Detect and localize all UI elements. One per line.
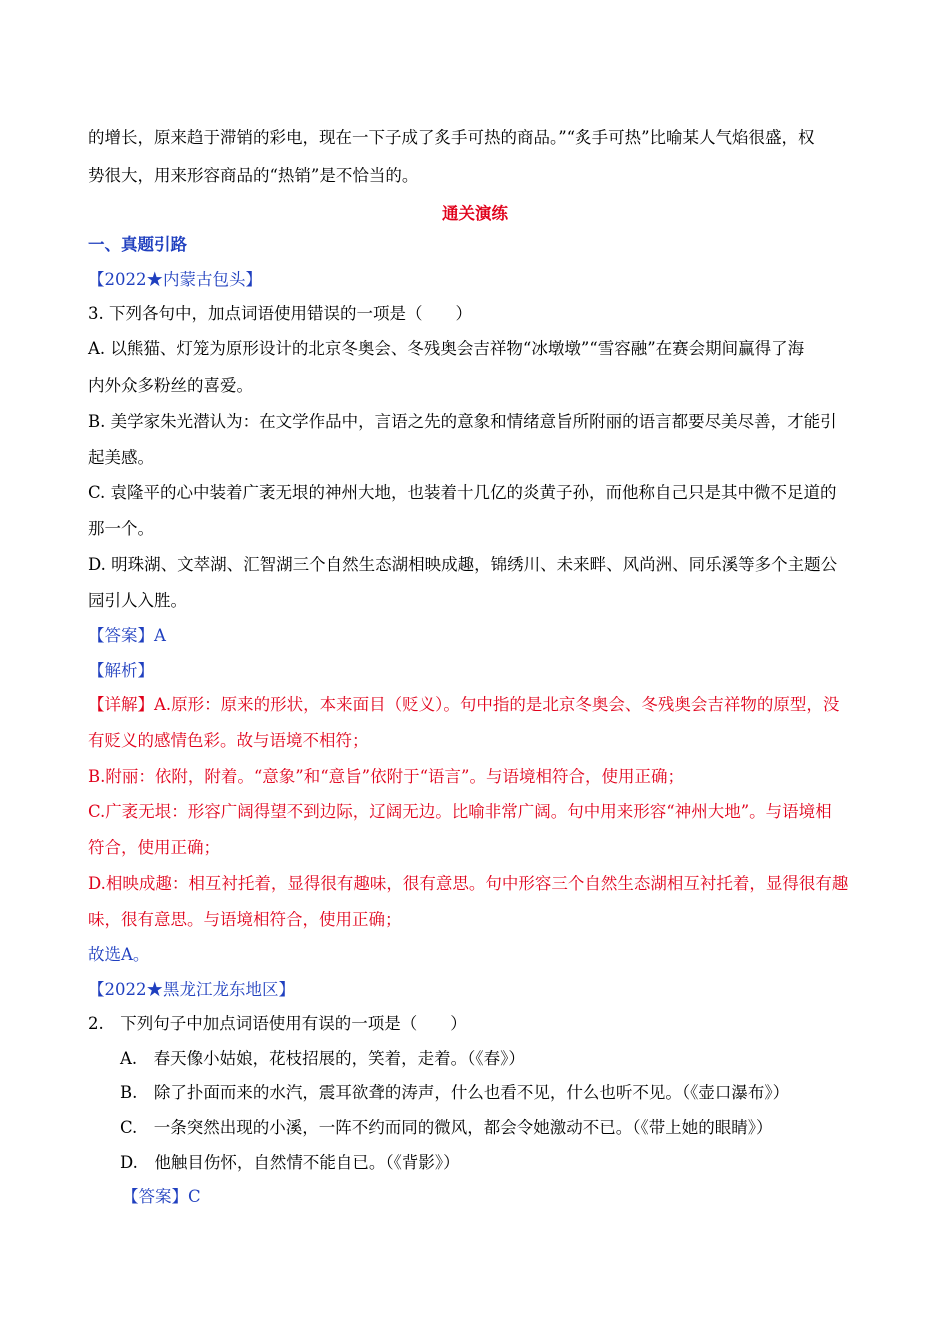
q2-answer (122, 1186, 201, 1208)
q1-detail-line2: 有贬义的感情色彩。故与语境不相符； (88, 731, 369, 750)
q2-stem: 2. 下列句子中加点词语使用有误的一项是（ ） (88, 1014, 467, 1033)
q2-answer-value: C (188, 1187, 201, 1206)
heading: 一、真题引路 (88, 235, 187, 254)
q1-analysis-label: 【解析】 (88, 661, 154, 680)
q1-detail-line1 (88, 694, 839, 716)
q1-option-b-line2: 起美感。 (88, 448, 154, 467)
intro-line-1: 的增长，原来趋于滞销的彩电，现在一下子成了炙手可热的商品。”“炙手可热”比喻某人气焰很盛，权 (88, 128, 815, 147)
q1-conclusion: 故选A。 (88, 945, 150, 964)
q1-detail-line7: 味，很有意思。与语境相符合，使用正确； (88, 910, 402, 929)
q1-stem: 3. 下列各句中，加点词语使用错误的一项是（ ） (88, 304, 472, 323)
q1-option-c-line1: C. 袁隆平的心中装着广袤无垠的神州大地，也装着十几亿的炎黄子孙，而他称自己只是其中微不足道的 (88, 483, 837, 502)
q2-answer-label: 【答案】 (122, 1187, 188, 1206)
q1-option-a-line1: A. 以熊猫、灯笼为原形设计的北京冬奥会、冬残奥会吉祥物“冰墩墩”“雪容融”在赛会期间赢得了海 (88, 339, 805, 358)
q1-detail-text1: A.原形：原来的形状，本来面目（贬义）。句中指的是北京冬奥会、冬残奥会吉祥物的原型，没 (154, 695, 840, 714)
section-title: 通关演练 (442, 204, 508, 223)
q1-option-d-line1: D. 明珠湖、文萃湖、汇智湖三个自然生态湖相映成趣，锦绣川、未来畔、风尚洲、同乐溪等多个主题公 (88, 555, 838, 574)
q2-option-b: B. 除了扑面而来的水汽，震耳欲聋的涛声，什么也看不见，什么也听不见。（《壶口瀑布》） (120, 1083, 790, 1102)
q2-option-d: D. 他触目伤怀，自然情不能自已。（《背影》） (120, 1153, 460, 1172)
q1-answer-label: 【答案】 (88, 626, 154, 645)
q2-source: 【2022★黑龙江龙东地区】 (88, 980, 295, 999)
intro-line-2: 势很大，用来形容商品的“热销”是不恰当的。 (88, 166, 419, 185)
q2-option-c: C. 一条突然出现的小溪，一阵不约而同的微风，都会令她激动不已。（《带上她的眼睛》） (120, 1118, 773, 1137)
q1-detail-line5: 符合，使用正确； (88, 838, 220, 857)
q1-detail-line6: D.相映成趣：相互衬托着，显得很有趣味，很有意思。句中形容三个自然生态湖相互衬托着，显得很有趣 (88, 874, 849, 893)
q1-detail-line4: C.广袤无垠：形容广阔得望不到边际，辽阔无边。比喻非常广阔。句中用来形容“神州大地”。与语境相 (88, 802, 832, 821)
q2-option-a: A. 春天像小姑娘，花枝招展的，笑着，走着。（《春》） (120, 1049, 525, 1068)
q1-option-d-line2: 园引人入胜。 (88, 591, 187, 610)
q1-answer (88, 625, 166, 647)
q1-option-c-line2: 那一个。 (88, 519, 154, 538)
q1-answer-value: A (154, 626, 166, 645)
q1-option-b-line1: B. 美学家朱光潜认为：在文学作品中，言语之先的意象和情绪意旨所附丽的语言都要尽美尽善，才能引 (88, 412, 837, 431)
q1-source: 【2022★内蒙古包头】 (88, 270, 262, 289)
q1-detail-line3: B.附丽：依附，附着。“意象”和“意旨”依附于“语言”。与语境相符合，使用正确； (88, 767, 684, 786)
q1-option-a-line2: 内外众多粉丝的喜爱。 (88, 376, 253, 395)
q1-detail-label: 【详解】 (88, 695, 154, 714)
